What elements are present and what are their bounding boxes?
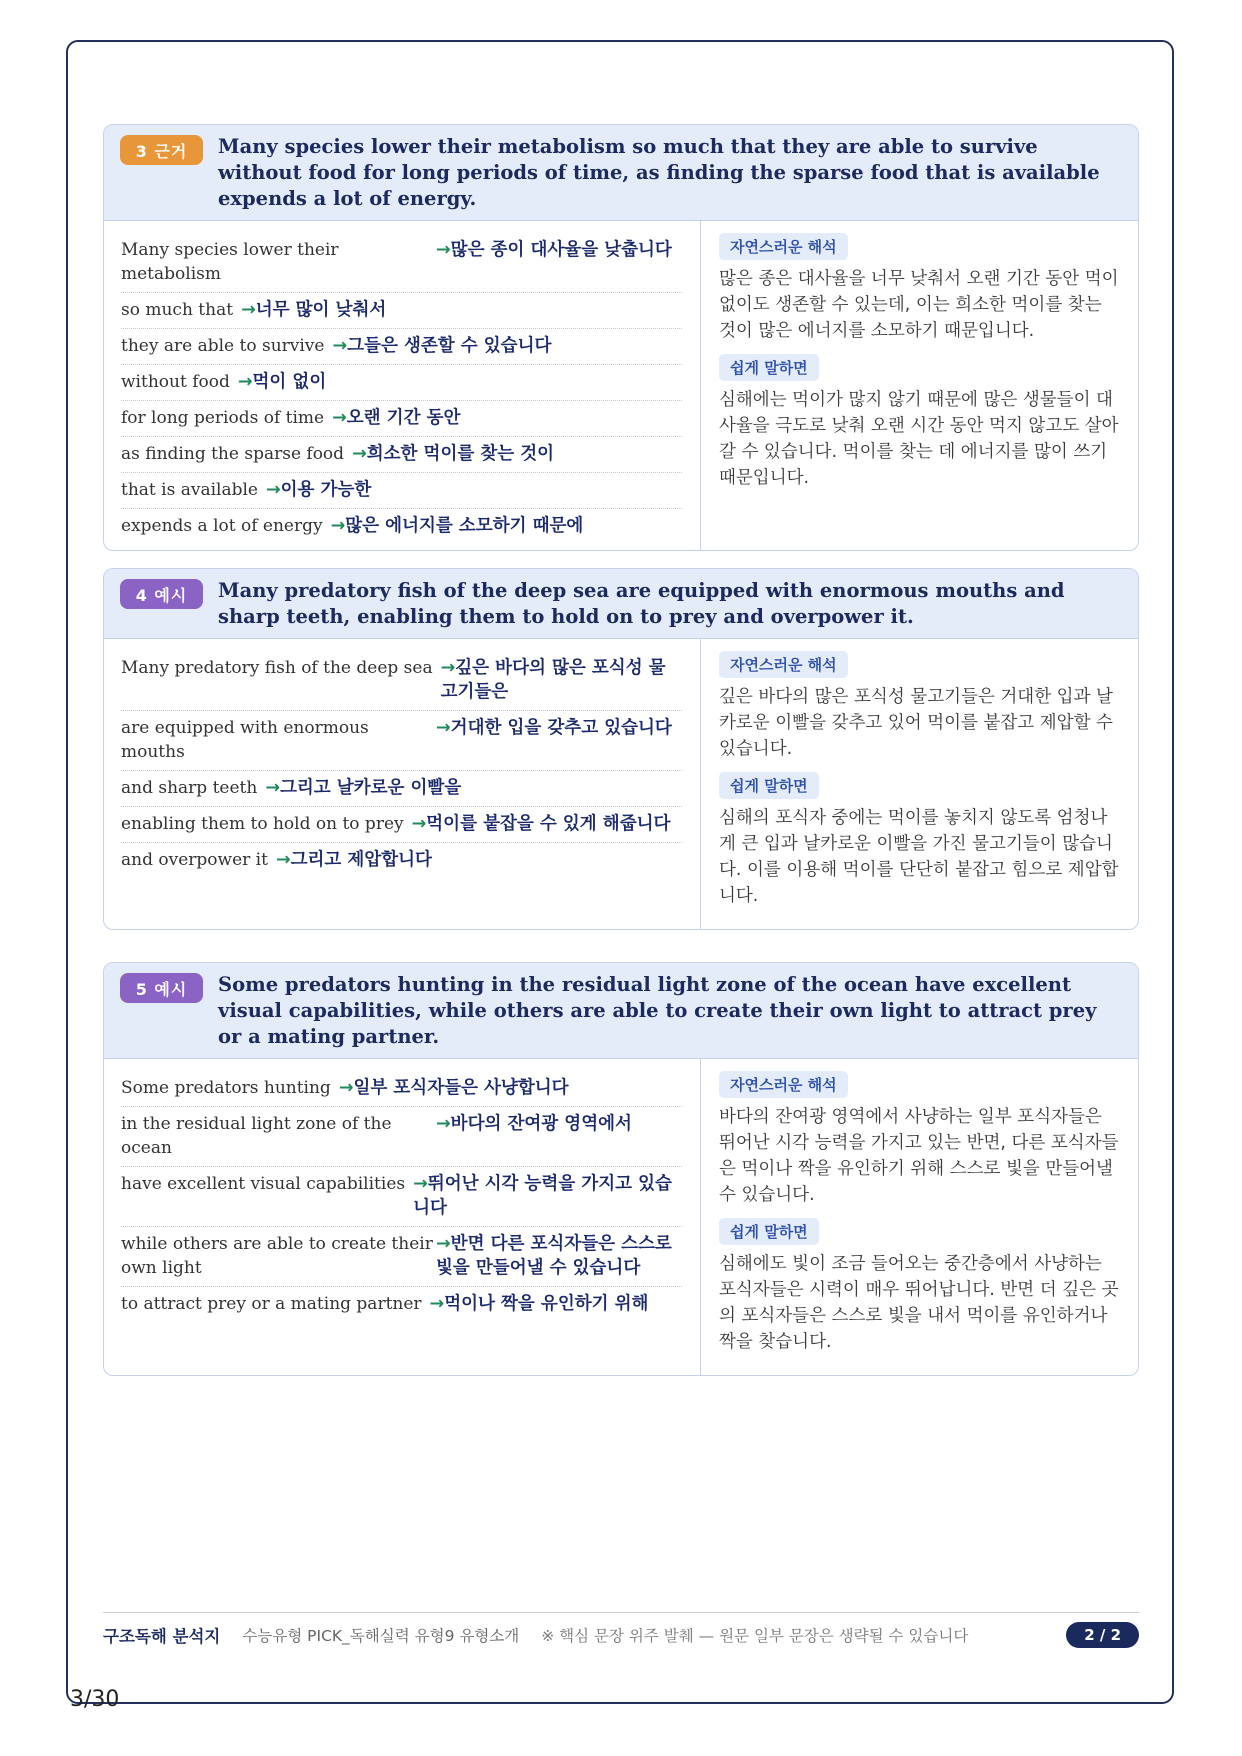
arrow-icon: → (237, 372, 253, 392)
chunk-row (121, 509, 682, 544)
chunk-en: Many predatory fish of the deep sea (121, 658, 433, 678)
chunk-ko: →이용 가능한 (265, 480, 372, 500)
easy-explanation-label: 쉽게 말하면 (719, 772, 819, 799)
chunk-en: without food (121, 372, 230, 392)
page-footer (103, 1612, 1139, 1656)
easy-explanation-label: 쉽게 말하면 (719, 1218, 819, 1245)
chunk-row (121, 365, 682, 401)
chunk-en: Some predators hunting (121, 1078, 331, 1098)
natural-translation: 깊은 바다의 많은 포식성 물고기들은 거대한 입과 날카로운 이빨을 갖추고 있어 먹이를 붙잡고 제압할 수 있습니다. (719, 687, 1113, 759)
source-sentence: Some predators hunting in the residual light zone of the ocean have excellent visual capabilities, while others are able to create their own light to attract prey or a mating partner. (218, 973, 1097, 1048)
chunk-ko: →깊은 바다의 많은 포식성 물고기들은 (440, 658, 666, 702)
chunk-en: and overpower it (121, 850, 268, 870)
arrow-icon: → (436, 1234, 451, 1254)
chunk-ko: →반면 다른 포식자들은 스스로 빛을 만들어낼 수 있습니다 (436, 1234, 672, 1278)
natural-translation-label: 자연스러운 해석 (719, 651, 848, 678)
arrow-icon: → (352, 444, 367, 464)
section-badge: 5 예시 (120, 973, 203, 1003)
arrow-icon: → (429, 1294, 445, 1314)
section-card-4 (103, 568, 1139, 930)
page-indicator: 2 / 2 (1066, 1622, 1139, 1648)
chunk-en: as finding the sparse food (121, 444, 345, 464)
chunk-row (121, 1227, 682, 1287)
translation-panel (701, 1059, 1138, 1375)
chunk-row (121, 771, 682, 807)
section-header (104, 125, 1138, 221)
chunk-list (104, 1059, 701, 1375)
chunk-ko: →너무 많이 낮춰서 (241, 300, 387, 320)
arrow-icon: → (413, 1174, 428, 1194)
chunk-en: and sharp teeth (121, 778, 258, 798)
chunk-row (121, 1107, 682, 1167)
chunk-row (121, 233, 682, 293)
chunk-en: to attract prey or a mating partner (121, 1294, 422, 1314)
section-card-5 (103, 962, 1139, 1376)
section-badge: 3 근거 (120, 135, 203, 165)
section-badge: 4 예시 (120, 579, 203, 609)
chunk-ko: →뛰어난 시각 능력을 가지고 있습니다 (413, 1174, 672, 1218)
easy-explanation-label: 쉽게 말하면 (719, 354, 819, 381)
section-header (104, 569, 1138, 639)
translation-panel (701, 639, 1138, 929)
chunk-ko: →오랜 기간 동안 (332, 408, 461, 428)
chunk-ko: →많은 에너지를 소모하기 때문에 (330, 516, 584, 536)
arrow-icon: → (265, 778, 280, 798)
arrow-icon: → (330, 516, 346, 536)
chunk-en: in the residual light zone of the ocean (121, 1114, 392, 1158)
chunk-ko: →그리고 날카로운 이빨을 (265, 778, 462, 798)
chunk-ko: →바다의 잔여광 영역에서 (436, 1114, 632, 1134)
chunk-row (121, 293, 682, 329)
chunk-list (104, 639, 701, 929)
natural-translation: 많은 종은 대사율을 너무 낮춰서 오랜 기간 동안 먹이 없이도 생존할 수 있는데, 이는 희소한 먹이를 찾는 것이 많은 에너지를 소모하기 때문입니다. (719, 269, 1119, 341)
chunk-row (121, 329, 682, 365)
section-header (104, 963, 1138, 1059)
arrow-icon: → (265, 480, 281, 500)
chunk-en: they are able to survive (121, 336, 325, 356)
chunk-en: enabling them to hold on to prey (121, 814, 404, 834)
chunk-en: while others are able to create their own light (121, 1234, 433, 1278)
chunk-ko: →거대한 입을 갖추고 있습니다 (436, 718, 672, 738)
natural-translation-label: 자연스러운 해석 (719, 233, 848, 260)
chunk-row (121, 401, 682, 437)
source-sentence: Many species lower their metabolism so much that they are able to survive without food for long periods of time, as finding the sparse food that is available expends a lot of energy. (218, 135, 1100, 210)
chunk-ko: →먹이나 짝을 유인하기 위해 (429, 1294, 649, 1314)
chunk-en: expends a lot of energy (121, 516, 323, 536)
chunk-row (121, 473, 682, 509)
chunk-ko: →일부 포식자들은 사냥합니다 (338, 1078, 569, 1098)
footer-note: ※ 핵심 문장 위주 발췌 — 원문 일부 문장은 생략될 수 있습니다 (541, 1626, 969, 1645)
natural-translation-label: 자연스러운 해석 (719, 1071, 848, 1098)
easy-explanation: 심해에도 빛이 조금 들어오는 중간층에서 사냥하는 포식자들은 시력이 매우 뛰어납니다. 반면 더 깊은 곳의 포식자들은 스스로 빛을 내서 먹이를 유인하거나 짝을 찾습니다. (719, 1254, 1119, 1352)
chunk-en: that is available (121, 480, 258, 500)
chunk-en: are equipped with enormous mouths (121, 718, 369, 762)
arrow-icon: → (436, 1114, 451, 1134)
easy-explanation: 심해의 포식자 중에는 먹이를 놓치지 않도록 엄청나게 큰 입과 날카로운 이빨을 가진 물고기들이 많습니다. 이를 이용해 먹이를 단단히 붙잡고 힘으로 제압합니다. (719, 808, 1119, 906)
chunk-row (121, 1167, 682, 1227)
translation-panel (701, 221, 1138, 550)
chunk-en: have excellent visual capabilities (121, 1174, 406, 1194)
arrow-icon: → (332, 336, 348, 356)
arrow-icon: → (338, 1078, 354, 1098)
chunk-ko: →먹이 없이 (237, 372, 327, 392)
arrow-icon: → (241, 300, 256, 320)
chunk-ko: →그들은 생존할 수 있습니다 (332, 336, 552, 356)
source-sentence: Many predatory fish of the deep sea are equipped with enormous mouths and sharp teeth, enabling them to hold on to prey and overpower it. (218, 579, 1065, 628)
arrow-icon: → (332, 408, 347, 428)
chunk-row (121, 651, 682, 711)
chunk-row (121, 1287, 682, 1322)
arrow-icon: → (411, 814, 427, 834)
arrow-icon: → (440, 658, 456, 678)
chunk-list (104, 221, 701, 550)
chunk-en: Many species lower their metabolism (121, 240, 339, 284)
chunk-row (121, 711, 682, 771)
chunk-row (121, 843, 682, 878)
chunk-ko: →희소한 먹이를 찾는 것이 (352, 444, 555, 464)
chunk-row (121, 437, 682, 473)
footer-brand: 구조독해 분석지 (103, 1626, 221, 1646)
arrow-icon: → (275, 850, 291, 870)
chunk-ko: →그리고 제압합니다 (275, 850, 432, 870)
chunk-ko: →먹이를 붙잡을 수 있게 해줍니다 (411, 814, 671, 834)
natural-translation: 바다의 잔여광 영역에서 사냥하는 일부 포식자들은 뛰어난 시각 능력을 가지고 있는 반면, 다른 포식자들은 먹이나 짝을 유인하기 위해 스스로 빛을 만들어낼 수 있습니다. (719, 1107, 1119, 1205)
chunk-row (121, 807, 682, 843)
chunk-row (121, 1071, 682, 1107)
section-card-3 (103, 124, 1139, 551)
arrow-icon: → (436, 718, 451, 738)
chunk-en: so much that (121, 300, 234, 320)
chunk-en: for long periods of time (121, 408, 325, 428)
arrow-icon: → (436, 240, 451, 260)
chunk-ko: →많은 종이 대사율을 낮춥니다 (436, 240, 672, 260)
sheet-counter: 3/30 (70, 1687, 120, 1712)
footer-source: 수능유형 PICK_독해실력 유형9 유형소개 (242, 1626, 520, 1645)
easy-explanation: 심해에는 먹이가 많지 않기 때문에 많은 생물들이 대사율을 극도로 낮춰 오랜 시간 동안 먹지 않고도 살아갈 수 있습니다. 먹이를 찾는 데 에너지를 많이 쓰기 때문입니다. (719, 390, 1119, 488)
